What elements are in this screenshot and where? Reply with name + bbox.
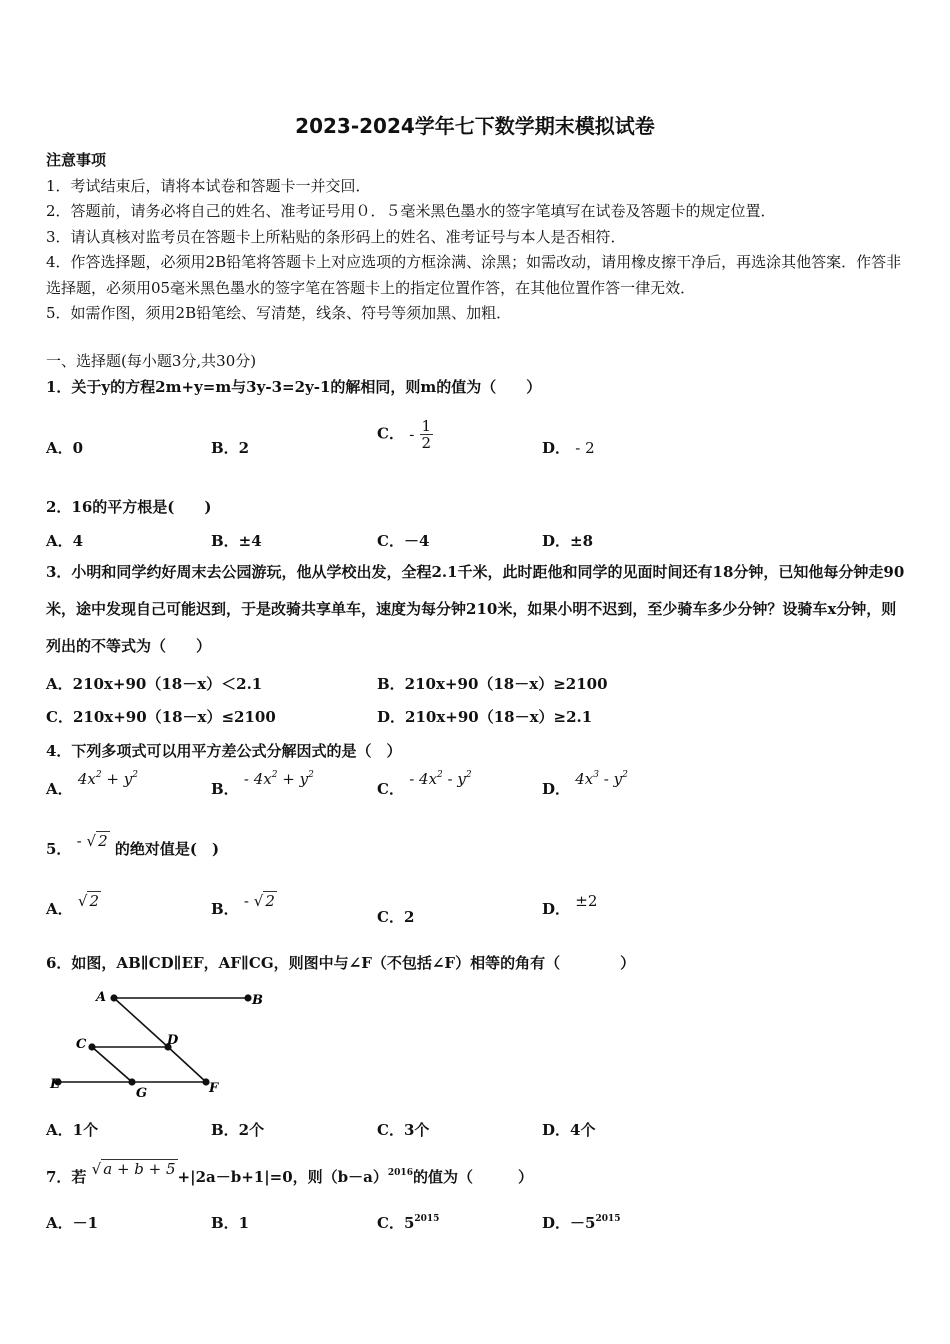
- label-e: E: [50, 1077, 60, 1092]
- q2-option-d: D．±8: [542, 532, 594, 550]
- point-f: [203, 1079, 209, 1085]
- q1-option-c: C． - $\frac{1}{2}$: [377, 417, 432, 452]
- q3-option-d: D．210x+90（18－x）≥2.1: [377, 708, 593, 726]
- q2-option-b: B．±4: [211, 532, 262, 550]
- point-c: [89, 1044, 95, 1050]
- q2-option-c: C．－4: [377, 532, 430, 550]
- line-cg: [92, 1047, 132, 1082]
- question-4-stem: 4．下列多项式可以用平方差公式分解因式的是（ ）: [46, 742, 402, 760]
- q6-option-b: B．2个: [211, 1121, 265, 1139]
- fraction: $\frac{1}{2}$: [421, 417, 432, 452]
- q7-option-b: B．1: [211, 1214, 250, 1232]
- label-a: A: [96, 990, 107, 1005]
- q5-option-a: A． √ 2: [46, 892, 99, 918]
- parallel-lines-figure: [46, 985, 276, 1100]
- q1-option-a: A．0: [46, 439, 84, 457]
- label-f: F: [209, 1081, 219, 1096]
- q5-option-c: C．2: [377, 908, 415, 926]
- q5-option-d: D． ±2: [542, 892, 598, 918]
- q4-option-d: D． $4x^3 - y^2$: [542, 770, 628, 798]
- q7-option-a: A．－1: [46, 1214, 99, 1232]
- question-2-stem: 2．16的平方根是( ): [46, 498, 212, 516]
- notes-header: 注意事项: [46, 151, 107, 169]
- notes-item: 4．作答选择题，必须用2B铅笔将答题卡上对应选项的方框涂满、涂黑；如需改动，请用橡皮擦干净后，再选涂其他答案．作答非选择题，必须用05毫米黑色墨水的签字笔在答题卡上的指定位置作答，在其他位置作答一律无效．: [46, 253, 902, 297]
- q6-option-d: D．4个: [542, 1121, 596, 1139]
- label-c: C: [76, 1037, 87, 1052]
- q3-option-b: B．210x+90（18－x）≥2100: [377, 675, 608, 693]
- question-7-stem: 7．若 √ a + b + 5 +|2a－b+1|=0，则$(b-a)^{2016}$的值为（ ）: [46, 1160, 533, 1186]
- question-3-stem: 3．小明和同学约好周末去公园游玩，他从学校出发，全程2.1千米，此时距他和同学的见面时间还有18分钟，已知他每分钟走90米，途中发现自己可能迟到，于是改骑共享单车，速度为每分钟210米，如果小明不迟到，至少骑车多少分钟？设骑车x分钟，则列出的不等式为（ ）: [46, 563, 905, 655]
- point-b: [245, 995, 251, 1001]
- q1-option-d: D． - 2: [542, 439, 595, 457]
- notes-section: [46, 148, 906, 327]
- notes-item: 3．请认真核对监考员在答题卡上所粘贴的条形码上的姓名、准考证号与本人是否相符．: [46, 227, 626, 246]
- label-d: D: [167, 1033, 179, 1048]
- label-b: B: [252, 993, 263, 1008]
- line-ad: [114, 998, 168, 1047]
- q6-option-c: C．3个: [377, 1121, 430, 1139]
- question-5-stem: 5． - √ 2 的绝对值是( ): [46, 832, 220, 858]
- question-1-stem: 1．关于y的方程2m+y=m与3y-3=2y-1的解相同，则m的值为（ ）: [46, 378, 542, 396]
- q6-option-a: A．1个: [46, 1121, 99, 1139]
- q3-option-a: A．210x+90（18－x）＜2.1: [46, 675, 263, 693]
- line-df: [168, 1047, 206, 1082]
- notes-item: 2．答题前，请务必将自己的姓名、准考证号用０．５毫米黑色墨水的签字笔填写在试卷及答题卡的规定位置．: [46, 202, 776, 220]
- q3-option-c: C．210x+90（18－x）≤2100: [46, 708, 276, 726]
- notes-item: 1．考试结束后，请将本试卷和答题卡一并交回．: [46, 176, 371, 195]
- q7-option-c: C．$5^{2015}$: [377, 1214, 440, 1232]
- notes-item: 5．如需作图，须用2B铅笔绘、写清楚，线条、符号等须加黑、加粗．: [46, 304, 512, 322]
- q2-option-a: A．4: [46, 532, 84, 550]
- point-g: [129, 1079, 135, 1085]
- label-g: G: [136, 1086, 148, 1100]
- question-6-stem: 6．如图，AB∥CD∥EF，AF∥CG，则图中与∠F（不包括∠F）相等的角有（ ）: [46, 954, 636, 972]
- section-heading: 一、选择题(每小题3分,共30分): [46, 352, 257, 370]
- q4-option-a: A． $4x^2 + y^2$: [46, 770, 138, 798]
- q5-option-b: B． - √ 2: [211, 892, 275, 918]
- q1-option-b: B．2: [211, 439, 250, 457]
- page-title: 2023-2024学年七下数学期末模拟试卷: [295, 114, 655, 138]
- point-a: [111, 995, 117, 1001]
- q4-option-b: B． - $4x^2 + y^2$: [211, 770, 314, 798]
- q4-option-c: C． - $4x^2 - y^2$: [377, 770, 472, 798]
- q7-option-d: D．$-5^{2015}$: [542, 1214, 621, 1232]
